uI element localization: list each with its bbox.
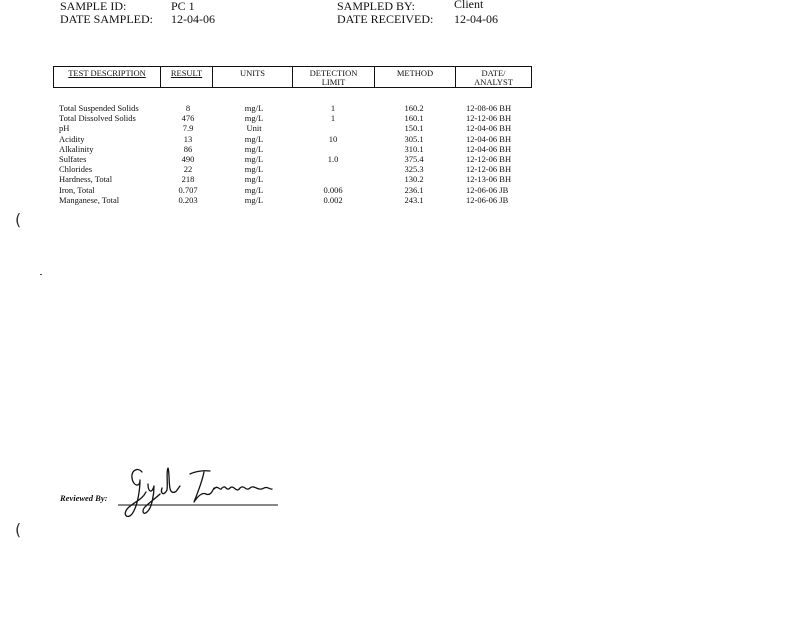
cell-desc: pH <box>59 123 70 134</box>
cell-date: 12-12-06 BH <box>466 164 512 175</box>
cell-date: 12-12-06 BH <box>466 113 512 124</box>
sampled-by-label: SAMPLED BY: <box>337 0 415 13</box>
cell-units: mg/L <box>244 164 264 175</box>
col-date-analyst <box>456 67 531 87</box>
cell-detection: 1 <box>330 113 336 124</box>
cell-date: 12-08-06 BH <box>466 103 512 113</box>
cell-desc: Iron, Total <box>59 184 95 195</box>
col-detection-label-1: DETECTION <box>309 68 358 78</box>
cell-date: 12-04-06 BH <box>466 143 512 154</box>
cell-detection: 0.006 <box>323 184 343 195</box>
cell-method: 130.2 <box>404 174 424 185</box>
table-row <box>0 144 560 154</box>
cell-date: 12-04-06 BH <box>466 133 512 144</box>
col-test-description-label: TEST DESCRIPTION <box>68 68 146 78</box>
cell-units: Unit <box>246 123 262 134</box>
cell-result: 490 <box>181 153 195 164</box>
col-units-label: UNITS <box>239 68 266 78</box>
cell-detection: 10 <box>328 133 338 144</box>
col-result <box>161 67 213 87</box>
table-row <box>0 103 560 113</box>
cell-desc: Total Suspended Solids <box>59 103 139 113</box>
cell-method: 375.4 <box>404 153 424 164</box>
cell-units: mg/L <box>244 184 264 195</box>
reviewed-by-label: Reviewed By: <box>60 493 108 503</box>
table-row <box>0 174 560 184</box>
cell-date: 12-06-06 JB <box>466 184 509 195</box>
cell-date: 12-06-06 JB <box>466 194 509 205</box>
cell-result: 476 <box>181 113 195 124</box>
table-row <box>0 164 560 174</box>
cell-desc: Sulfates <box>59 153 87 164</box>
date-sampled-value: 12-04-06 <box>171 12 215 26</box>
table-row <box>0 185 560 195</box>
sampled-by-value: Client <box>454 0 484 11</box>
punch-hole-mark: ( <box>15 210 22 229</box>
cell-method: 150.1 <box>404 123 424 134</box>
sample-id-value: PC 1 <box>171 0 195 13</box>
cell-detection: 0.002 <box>323 194 343 205</box>
cell-result: 13 <box>183 133 193 144</box>
cell-result: 86 <box>183 143 193 154</box>
scan-speck <box>40 274 42 275</box>
cell-desc: Acidity <box>59 133 85 144</box>
cell-method: 160.1 <box>404 113 424 124</box>
cell-method: 236.1 <box>404 184 424 195</box>
cell-result: 7.9 <box>182 123 194 134</box>
cell-method: 325.3 <box>404 164 424 175</box>
cell-date: 12-04-06 BH <box>466 123 512 134</box>
cell-result: 22 <box>183 164 193 175</box>
cell-result: 0.203 <box>178 194 198 205</box>
col-method-label: METHOD <box>396 68 434 78</box>
date-received-label: DATE RECEIVED: <box>337 12 434 26</box>
table-row <box>0 123 560 133</box>
date-sampled-label: DATE SAMPLED: <box>60 12 154 26</box>
cell-units: mg/L <box>244 194 264 205</box>
results-table-header <box>53 66 532 88</box>
cell-units: mg/L <box>244 133 264 144</box>
col-date-label-1: DATE/ <box>481 68 506 78</box>
reviewer-signature <box>118 462 278 522</box>
cell-units: mg/L <box>244 153 264 164</box>
cell-detection: 1 <box>330 103 336 113</box>
table-row <box>0 195 560 205</box>
col-date-label-2: ANALYST <box>474 77 513 87</box>
cell-date: 12-12-06 BH <box>466 153 512 164</box>
sample-id-label: SAMPLE ID: <box>60 0 127 13</box>
cell-desc: Manganese, Total <box>59 194 120 205</box>
cell-method: 310.1 <box>404 143 424 154</box>
col-method <box>375 67 456 87</box>
cell-detection: 1.0 <box>327 153 339 164</box>
cell-units: mg/L <box>244 103 264 113</box>
col-units <box>213 67 293 87</box>
col-test-description <box>54 67 161 87</box>
table-row <box>0 113 560 123</box>
cell-units: mg/L <box>244 174 264 185</box>
cell-units: mg/L <box>244 143 264 154</box>
table-row <box>0 134 560 144</box>
cell-desc: Chlorides <box>59 164 93 175</box>
cell-desc: Alkalinity <box>59 143 94 154</box>
cell-date: 12-13-06 BH <box>466 174 512 185</box>
cell-method: 305.1 <box>404 133 424 144</box>
cell-method: 160.2 <box>404 103 424 113</box>
results-table-body <box>0 103 560 205</box>
col-detection-limit <box>293 67 375 87</box>
punch-hole-mark: ( <box>15 520 22 539</box>
cell-result: 218 <box>181 174 195 185</box>
table-row <box>0 154 560 164</box>
cell-desc: Total Dissolved Solids <box>59 113 136 124</box>
col-detection-label-2: LIMIT <box>321 77 346 87</box>
cell-result: 0.707 <box>178 184 198 195</box>
date-received-value: 12-04-06 <box>454 12 498 26</box>
cell-units: mg/L <box>244 113 264 124</box>
col-result-label: RESULT <box>170 68 203 78</box>
cell-result: 8 <box>185 103 191 113</box>
cell-method: 243.1 <box>404 194 424 205</box>
cell-desc: Hardness, Total <box>59 174 113 185</box>
